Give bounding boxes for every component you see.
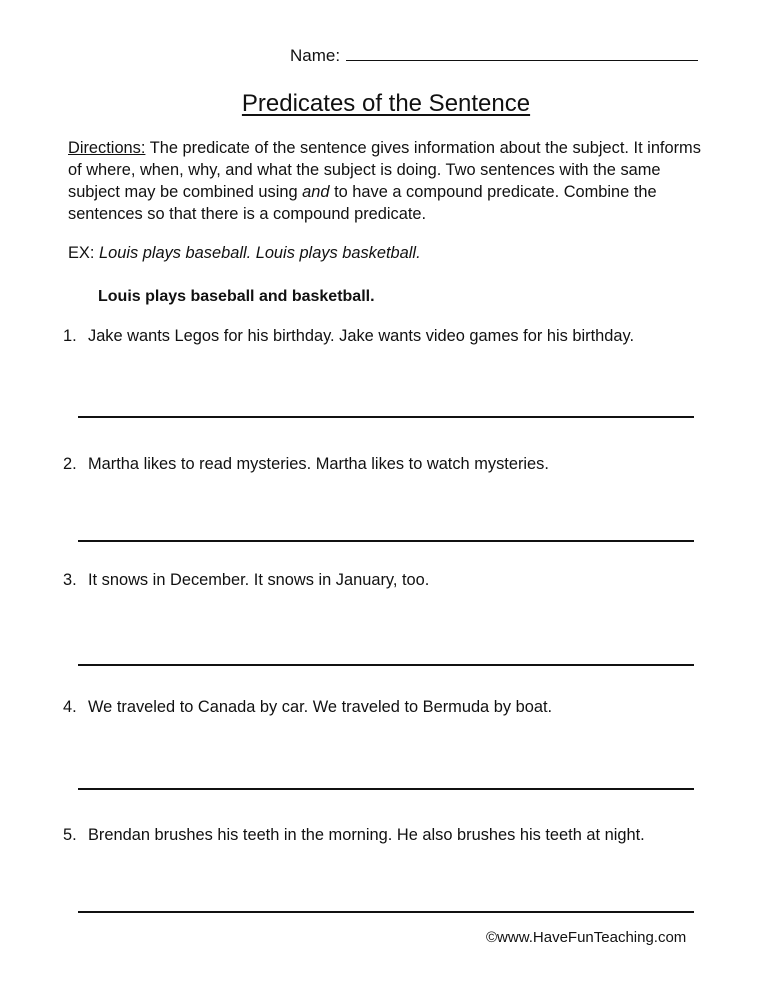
page-title: Predicates of the Sentence <box>241 90 531 117</box>
question-number: 2. <box>63 455 77 473</box>
answer-line-5[interactable] <box>78 911 694 913</box>
question-4 <box>63 698 552 717</box>
question-1 <box>63 327 634 346</box>
answer-line-2[interactable] <box>78 540 694 542</box>
question-text: Brendan brushes his teeth in the morning. He also brushes his teeth at night. <box>88 826 645 844</box>
question-text: It snows in December. It snows in January, too. <box>88 571 430 589</box>
copyright-footer: ©www.HaveFunTeaching.com <box>486 929 687 946</box>
directions-emphasis: and <box>302 183 330 201</box>
answer-line-1[interactable] <box>78 416 694 418</box>
question-number: 5. <box>63 826 77 844</box>
name-label: Name: <box>290 46 341 65</box>
example-line <box>68 244 421 263</box>
answer-line-4[interactable] <box>78 788 694 790</box>
question-text: Martha likes to read mysteries. Martha likes to watch mysteries. <box>88 455 549 473</box>
example-sentences: Louis plays baseball. Louis plays basketball. <box>98 244 421 262</box>
question-3 <box>63 571 429 590</box>
name-blank-line[interactable] <box>346 46 698 61</box>
example-label: EX: <box>68 244 95 262</box>
question-text: We traveled to Canada by car. We traveled to Bermuda by boat. <box>88 698 553 716</box>
directions-label: Directions: <box>68 139 146 157</box>
question-number: 4. <box>63 698 77 716</box>
answer-line-3[interactable] <box>78 664 694 666</box>
name-field <box>290 46 698 66</box>
example-answer: Louis plays baseball and basketball. <box>98 288 375 305</box>
directions-text-after: to have a compound predicate. Combine the sentences so that there is a compound predicate. <box>68 183 657 223</box>
question-5 <box>63 826 645 845</box>
directions-paragraph <box>68 137 716 225</box>
worksheet-title <box>0 90 772 118</box>
question-number: 3. <box>63 571 77 589</box>
question-text: Jake wants Legos for his birthday. Jake wants video games for his birthday. <box>88 327 635 345</box>
question-2 <box>63 455 549 474</box>
question-number: 1. <box>63 327 77 345</box>
directions-text-before: The predicate of the sentence gives information about the subject. It informs of where, when, why, and what the subject is doing. Two sentences with the same subject may be combined using <box>68 139 701 201</box>
